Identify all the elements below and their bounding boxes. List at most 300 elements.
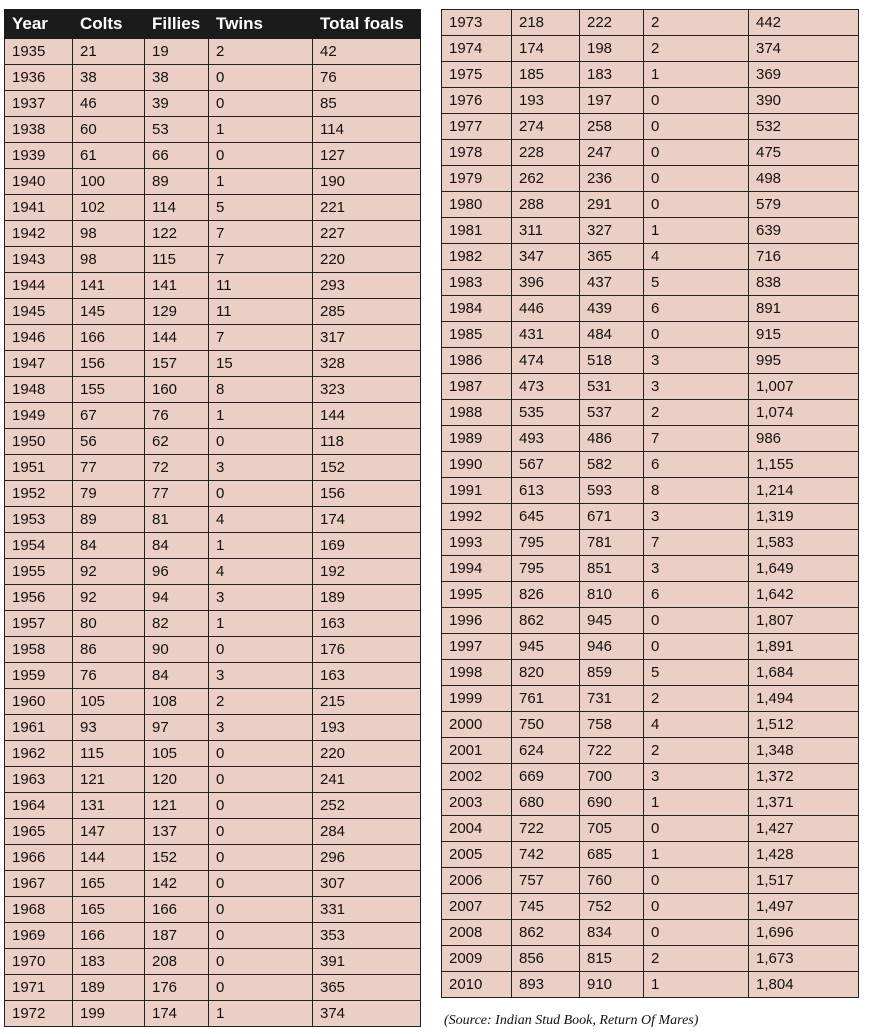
total-foals-cell: 1,583 <box>749 530 859 556</box>
table-row <box>5 429 421 455</box>
colts-cell: 795 <box>512 556 580 582</box>
fillies-cell: 174 <box>145 1001 209 1027</box>
table-row <box>5 507 421 533</box>
twins-cell: 0 <box>644 322 749 348</box>
total-foals-cell: 1,497 <box>749 894 859 920</box>
fillies-cell: 53 <box>145 117 209 143</box>
colts-cell: 431 <box>512 322 580 348</box>
colts-cell: 38 <box>73 65 145 91</box>
table-row <box>5 585 421 611</box>
table-row <box>5 689 421 715</box>
colts-cell: 92 <box>73 559 145 585</box>
total-foals-cell: 1,371 <box>749 790 859 816</box>
fillies-cell: 198 <box>580 36 644 62</box>
total-foals-cell: 190 <box>313 169 421 195</box>
year-cell: 2008 <box>442 920 512 946</box>
colts-cell: 396 <box>512 270 580 296</box>
year-cell: 2005 <box>442 842 512 868</box>
total-foals-cell: 296 <box>313 845 421 871</box>
year-cell: 1968 <box>5 897 73 923</box>
colts-cell: 141 <box>73 273 145 299</box>
total-foals-cell: 1,155 <box>749 452 859 478</box>
year-cell: 2009 <box>442 946 512 972</box>
fillies-cell: 593 <box>580 478 644 504</box>
twins-cell: 0 <box>209 845 313 871</box>
year-cell: 1996 <box>442 608 512 634</box>
year-cell: 1992 <box>442 504 512 530</box>
colts-cell: 193 <box>512 88 580 114</box>
colts-cell: 446 <box>512 296 580 322</box>
twins-cell: 1 <box>644 62 749 88</box>
colts-cell: 199 <box>73 1001 145 1027</box>
fillies-cell: 760 <box>580 868 644 894</box>
fillies-cell: 66 <box>145 143 209 169</box>
table-row <box>5 169 421 195</box>
year-cell: 1983 <box>442 270 512 296</box>
year-cell: 1954 <box>5 533 73 559</box>
table-row <box>442 582 859 608</box>
table-row <box>5 195 421 221</box>
colts-cell: 21 <box>73 39 145 65</box>
year-cell: 1949 <box>5 403 73 429</box>
table-row <box>5 871 421 897</box>
year-cell: 1976 <box>442 88 512 114</box>
year-cell: 1986 <box>442 348 512 374</box>
twins-cell: 2 <box>644 400 749 426</box>
colts-cell: 46 <box>73 91 145 117</box>
fillies-cell: 781 <box>580 530 644 556</box>
table-row <box>5 637 421 663</box>
twins-cell: 0 <box>209 767 313 793</box>
fillies-cell: 81 <box>145 507 209 533</box>
fillies-cell: 236 <box>580 166 644 192</box>
twins-cell: 6 <box>644 582 749 608</box>
fillies-cell: 537 <box>580 400 644 426</box>
total-foals-cell: 189 <box>313 585 421 611</box>
table-body-left <box>5 39 421 1027</box>
colts-cell: 347 <box>512 244 580 270</box>
fillies-cell: 518 <box>580 348 644 374</box>
total-foals-cell: 716 <box>749 244 859 270</box>
twins-cell: 0 <box>209 819 313 845</box>
colts-cell: 100 <box>73 169 145 195</box>
table-row <box>442 816 859 842</box>
colts-cell: 493 <box>512 426 580 452</box>
fillies-cell: 208 <box>145 949 209 975</box>
year-cell: 1939 <box>5 143 73 169</box>
twins-cell: 1 <box>209 1001 313 1027</box>
total-foals-cell: 174 <box>313 507 421 533</box>
table-row <box>442 140 859 166</box>
fillies-cell: 690 <box>580 790 644 816</box>
total-foals-cell: 241 <box>313 767 421 793</box>
total-foals-cell: 156 <box>313 481 421 507</box>
twins-cell: 3 <box>644 504 749 530</box>
twins-cell: 3 <box>209 715 313 741</box>
twins-cell: 0 <box>644 114 749 140</box>
twins-cell: 1 <box>209 611 313 637</box>
twins-cell: 0 <box>209 481 313 507</box>
twins-cell: 0 <box>644 920 749 946</box>
fillies-cell: 722 <box>580 738 644 764</box>
year-cell: 1944 <box>5 273 73 299</box>
colts-cell: 624 <box>512 738 580 764</box>
fillies-cell: 105 <box>145 741 209 767</box>
total-foals-cell: 1,696 <box>749 920 859 946</box>
colts-cell: 102 <box>73 195 145 221</box>
fillies-cell: 197 <box>580 88 644 114</box>
table-row <box>442 36 859 62</box>
fillies-cell: 810 <box>580 582 644 608</box>
total-foals-cell: 127 <box>313 143 421 169</box>
total-foals-cell: 1,428 <box>749 842 859 868</box>
fillies-cell: 705 <box>580 816 644 842</box>
table-row <box>5 663 421 689</box>
colts-cell: 156 <box>73 351 145 377</box>
twins-cell: 1 <box>209 533 313 559</box>
foals-table-right <box>441 9 859 998</box>
year-cell: 1953 <box>5 507 73 533</box>
fillies-cell: 96 <box>145 559 209 585</box>
colts-cell: 722 <box>512 816 580 842</box>
year-cell: 1948 <box>5 377 73 403</box>
total-foals-cell: 1,642 <box>749 582 859 608</box>
twins-cell: 0 <box>209 949 313 975</box>
total-foals-cell: 369 <box>749 62 859 88</box>
fillies-cell: 84 <box>145 663 209 689</box>
fillies-cell: 141 <box>145 273 209 299</box>
fillies-cell: 834 <box>580 920 644 946</box>
year-cell: 1951 <box>5 455 73 481</box>
total-foals-cell: 532 <box>749 114 859 140</box>
table-row <box>5 481 421 507</box>
colts-cell: 98 <box>73 247 145 273</box>
table-row <box>442 972 859 998</box>
total-foals-cell: 995 <box>749 348 859 374</box>
year-cell: 1956 <box>5 585 73 611</box>
foals-table-left <box>4 9 421 1027</box>
colts-cell: 98 <box>73 221 145 247</box>
fillies-cell: 946 <box>580 634 644 660</box>
total-foals-cell: 1,319 <box>749 504 859 530</box>
colts-cell: 155 <box>73 377 145 403</box>
twins-cell: 6 <box>644 296 749 322</box>
colts-cell: 131 <box>73 793 145 819</box>
year-cell: 1959 <box>5 663 73 689</box>
table-body-right <box>442 10 859 998</box>
twins-cell: 6 <box>644 452 749 478</box>
total-foals-cell: 1,074 <box>749 400 859 426</box>
year-cell: 1988 <box>442 400 512 426</box>
year-cell: 2000 <box>442 712 512 738</box>
year-cell: 1965 <box>5 819 73 845</box>
total-foals-cell: 986 <box>749 426 859 452</box>
fillies-cell: 815 <box>580 946 644 972</box>
fillies-cell: 129 <box>145 299 209 325</box>
twins-cell: 0 <box>644 192 749 218</box>
fillies-cell: 38 <box>145 65 209 91</box>
colts-cell: 79 <box>73 481 145 507</box>
twins-cell: 0 <box>209 871 313 897</box>
twins-cell: 5 <box>209 195 313 221</box>
colts-cell: 56 <box>73 429 145 455</box>
table-row <box>5 611 421 637</box>
year-cell: 1999 <box>442 686 512 712</box>
colts-cell: 274 <box>512 114 580 140</box>
twins-cell: 4 <box>209 507 313 533</box>
total-foals-cell: 1,649 <box>749 556 859 582</box>
fillies-cell: 176 <box>145 975 209 1001</box>
fillies-cell: 77 <box>145 481 209 507</box>
table-row <box>442 296 859 322</box>
fillies-cell: 157 <box>145 351 209 377</box>
twins-cell: 0 <box>644 166 749 192</box>
table-row <box>5 975 421 1001</box>
total-foals-cell: 1,807 <box>749 608 859 634</box>
table-row <box>442 322 859 348</box>
colts-cell: 144 <box>73 845 145 871</box>
table-row <box>442 10 859 36</box>
fillies-cell: 121 <box>145 793 209 819</box>
year-cell: 1961 <box>5 715 73 741</box>
twins-cell: 3 <box>209 585 313 611</box>
table-row <box>5 1001 421 1027</box>
twins-cell: 3 <box>209 455 313 481</box>
year-cell: 1952 <box>5 481 73 507</box>
year-cell: 1990 <box>442 452 512 478</box>
table-row <box>5 715 421 741</box>
year-cell: 1940 <box>5 169 73 195</box>
table-row <box>442 790 859 816</box>
colts-cell: 862 <box>512 608 580 634</box>
fillies-cell: 247 <box>580 140 644 166</box>
total-foals-cell: 114 <box>313 117 421 143</box>
total-foals-cell: 76 <box>313 65 421 91</box>
total-foals-cell: 1,684 <box>749 660 859 686</box>
table-row <box>5 247 421 273</box>
year-cell: 1979 <box>442 166 512 192</box>
total-foals-cell: 1,372 <box>749 764 859 790</box>
total-foals-cell: 163 <box>313 663 421 689</box>
year-cell: 2007 <box>442 894 512 920</box>
total-foals-cell: 144 <box>313 403 421 429</box>
year-cell: 1978 <box>442 140 512 166</box>
colts-cell: 613 <box>512 478 580 504</box>
total-foals-cell: 390 <box>749 88 859 114</box>
fillies-cell: 97 <box>145 715 209 741</box>
table-row <box>5 741 421 767</box>
total-foals-cell: 498 <box>749 166 859 192</box>
twins-cell: 3 <box>209 663 313 689</box>
year-cell: 1977 <box>442 114 512 140</box>
fillies-cell: 76 <box>145 403 209 429</box>
total-foals-cell: 192 <box>313 559 421 585</box>
fillies-cell: 851 <box>580 556 644 582</box>
table-header-row <box>5 10 421 39</box>
total-foals-cell: 317 <box>313 325 421 351</box>
year-cell: 1993 <box>442 530 512 556</box>
colts-cell: 185 <box>512 62 580 88</box>
table-row <box>442 400 859 426</box>
fillies-cell: 90 <box>145 637 209 663</box>
fillies-cell: 752 <box>580 894 644 920</box>
twins-cell: 0 <box>209 897 313 923</box>
year-cell: 1963 <box>5 767 73 793</box>
twins-cell: 1 <box>209 403 313 429</box>
table-row <box>442 920 859 946</box>
total-foals-cell: 284 <box>313 819 421 845</box>
year-cell: 1958 <box>5 637 73 663</box>
year-cell: 1982 <box>442 244 512 270</box>
twins-cell: 0 <box>209 741 313 767</box>
table-row <box>442 868 859 894</box>
twins-cell: 1 <box>644 842 749 868</box>
table-row <box>442 374 859 400</box>
table-row <box>5 91 421 117</box>
colts-cell: 80 <box>73 611 145 637</box>
colts-cell: 166 <box>73 923 145 949</box>
colts-cell: 165 <box>73 897 145 923</box>
fillies-cell: 187 <box>145 923 209 949</box>
total-foals-cell: 1,494 <box>749 686 859 712</box>
fillies-cell: 365 <box>580 244 644 270</box>
table-row <box>5 897 421 923</box>
year-cell: 1969 <box>5 923 73 949</box>
colts-cell: 166 <box>73 325 145 351</box>
year-cell: 1942 <box>5 221 73 247</box>
year-cell: 1998 <box>442 660 512 686</box>
twins-cell: 2 <box>644 10 749 36</box>
year-cell: 2006 <box>442 868 512 894</box>
table-row <box>5 949 421 975</box>
fillies-cell: 152 <box>145 845 209 871</box>
total-foals-cell: 118 <box>313 429 421 455</box>
colts-cell: 893 <box>512 972 580 998</box>
table-row <box>5 559 421 585</box>
twins-cell: 8 <box>644 478 749 504</box>
fillies-cell: 122 <box>145 221 209 247</box>
fillies-cell: 758 <box>580 712 644 738</box>
table-row <box>442 478 859 504</box>
twins-cell: 3 <box>644 374 749 400</box>
year-cell: 1974 <box>442 36 512 62</box>
table-row <box>5 143 421 169</box>
twins-cell: 1 <box>644 790 749 816</box>
fillies-cell: 137 <box>145 819 209 845</box>
colts-cell: 92 <box>73 585 145 611</box>
year-cell: 1945 <box>5 299 73 325</box>
colts-cell: 535 <box>512 400 580 426</box>
fillies-cell: 142 <box>145 871 209 897</box>
table-row <box>442 608 859 634</box>
colts-cell: 89 <box>73 507 145 533</box>
table-row <box>442 504 859 530</box>
table-row <box>442 88 859 114</box>
year-cell: 1941 <box>5 195 73 221</box>
twins-cell: 0 <box>644 88 749 114</box>
total-foals-cell: 163 <box>313 611 421 637</box>
twins-cell: 0 <box>644 634 749 660</box>
fillies-cell: 166 <box>145 897 209 923</box>
twins-cell: 0 <box>209 637 313 663</box>
fillies-cell: 439 <box>580 296 644 322</box>
table-row <box>5 819 421 845</box>
year-cell: 1946 <box>5 325 73 351</box>
table-row <box>5 377 421 403</box>
table-row <box>442 660 859 686</box>
table-row <box>5 39 421 65</box>
twins-cell: 7 <box>209 325 313 351</box>
table-row <box>442 218 859 244</box>
twins-cell: 7 <box>644 530 749 556</box>
header-fillies: Fillies <box>145 10 209 39</box>
colts-cell: 115 <box>73 741 145 767</box>
table-row <box>442 842 859 868</box>
fillies-cell: 84 <box>145 533 209 559</box>
total-foals-cell: 1,348 <box>749 738 859 764</box>
fillies-cell: 72 <box>145 455 209 481</box>
colts-cell: 147 <box>73 819 145 845</box>
total-foals-cell: 1,427 <box>749 816 859 842</box>
colts-cell: 61 <box>73 143 145 169</box>
total-foals-cell: 193 <box>313 715 421 741</box>
total-foals-cell: 1,891 <box>749 634 859 660</box>
total-foals-cell: 838 <box>749 270 859 296</box>
fillies-cell: 258 <box>580 114 644 140</box>
twins-cell: 5 <box>644 270 749 296</box>
colts-cell: 105 <box>73 689 145 715</box>
twins-cell: 0 <box>209 975 313 1001</box>
twins-cell: 4 <box>644 712 749 738</box>
twins-cell: 4 <box>209 559 313 585</box>
table-row <box>5 767 421 793</box>
year-cell: 1980 <box>442 192 512 218</box>
colts-cell: 189 <box>73 975 145 1001</box>
source-note: (Source: Indian Stud Book, Return Of Mares) <box>444 1013 699 1028</box>
colts-cell: 862 <box>512 920 580 946</box>
colts-cell: 745 <box>512 894 580 920</box>
fillies-cell: 582 <box>580 452 644 478</box>
twins-cell: 0 <box>209 143 313 169</box>
twins-cell: 5 <box>644 660 749 686</box>
table-row <box>442 556 859 582</box>
table-row <box>5 455 421 481</box>
colts-cell: 218 <box>512 10 580 36</box>
year-cell: 2010 <box>442 972 512 998</box>
total-foals-cell: 42 <box>313 39 421 65</box>
twins-cell: 7 <box>209 247 313 273</box>
total-foals-cell: 1,673 <box>749 946 859 972</box>
total-foals-cell: 221 <box>313 195 421 221</box>
fillies-cell: 531 <box>580 374 644 400</box>
year-cell: 1957 <box>5 611 73 637</box>
twins-cell: 1 <box>644 972 749 998</box>
table-row <box>442 114 859 140</box>
total-foals-cell: 365 <box>313 975 421 1001</box>
twins-cell: 3 <box>644 348 749 374</box>
colts-cell: 680 <box>512 790 580 816</box>
total-foals-cell: 176 <box>313 637 421 663</box>
twins-cell: 0 <box>644 894 749 920</box>
table-row <box>5 65 421 91</box>
year-cell: 2002 <box>442 764 512 790</box>
fillies-cell: 144 <box>145 325 209 351</box>
colts-cell: 288 <box>512 192 580 218</box>
fillies-cell: 89 <box>145 169 209 195</box>
colts-cell: 121 <box>73 767 145 793</box>
table-row <box>442 712 859 738</box>
table-row <box>442 894 859 920</box>
